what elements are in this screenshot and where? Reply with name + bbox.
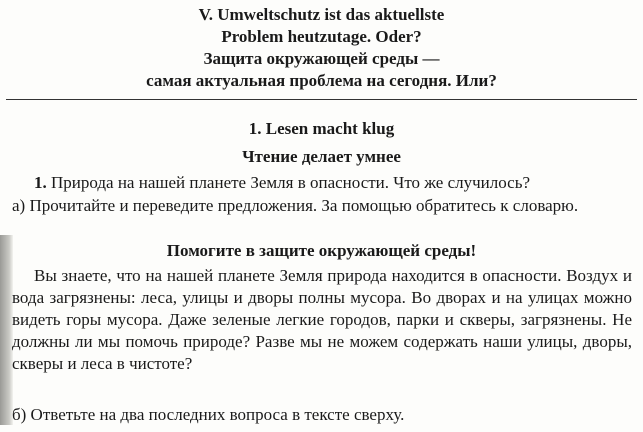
- reading-title: Помогите в защите окружающей среды!: [166, 241, 477, 260]
- section-title-de: 1. Lesen macht klug: [248, 119, 395, 138]
- heading-divider: [6, 99, 637, 100]
- section-title-ru: Чтение делает умнее: [242, 147, 401, 166]
- task-1-text: Природа на нашей планете Земля в опасности. Что же случилось?: [51, 173, 531, 192]
- task-1-number: 1.: [34, 173, 47, 192]
- chapter-title-de-line2: Problem heutzutage. Oder?: [221, 27, 422, 46]
- chapter-title-de-line1: V. Umweltschutz ist das aktuellste: [198, 5, 445, 24]
- task-1: [34, 172, 632, 194]
- chapter-title-ru-line1: Защита окружающей среды —: [203, 49, 440, 68]
- reading-text: Вы знаете, что на нашей планете Земля природа находится в опасности. Воздух и вода загрязнены: леса, улицы и дворы полны мусора. Во дворах и на улицах можно видеть горы мусора. Даже зеленые легкие городов, парки и скверы, загрязнены. Не должны ли мы помочь природе? Разве мы не можем содержать наши улицы, дворы, скверы и леса в чистоте?: [12, 266, 632, 373]
- chapter-title-ru-line2: самая актуальная проблема на сегодня. Или?: [146, 71, 497, 90]
- chapter-heading: [0, 4, 643, 92]
- task-a: а) Прочитайте и переведите предложения. За помощью обратитесь к словарю.: [12, 196, 579, 215]
- task-b: б) Ответьте на два последних вопроса в тексте сверху.: [12, 405, 405, 424]
